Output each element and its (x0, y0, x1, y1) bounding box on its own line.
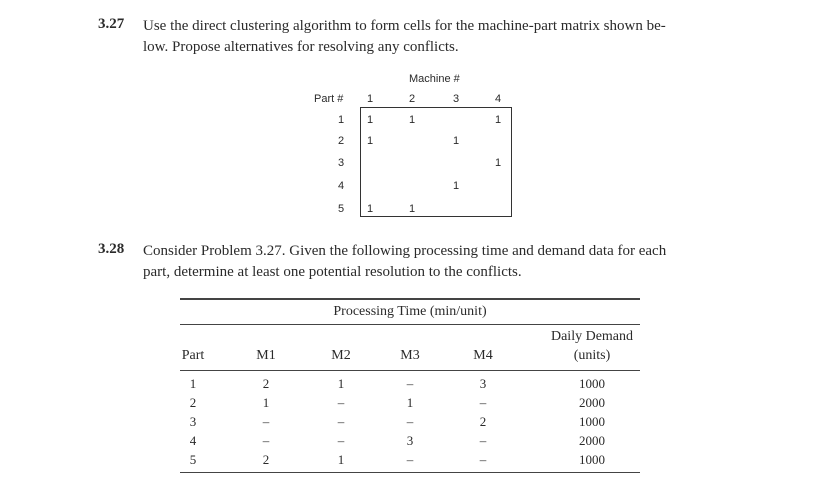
table-cell: 1 (337, 376, 345, 391)
table-cell: – (479, 395, 487, 410)
matrix-cell: 1 (408, 114, 416, 126)
machine-label: 4 (494, 93, 502, 105)
problem-3-27-line-1: Use the direct clustering algorithm to form cells for the machine-part matrix shown be- (143, 18, 666, 34)
problem-3-28-line-2: part, determine at least one potential resolution to the conflicts. (143, 264, 522, 280)
demand-header-line-1: Daily Demand (550, 329, 634, 344)
demand-header-line-2: (units) (573, 348, 611, 363)
problem-3-27-line-2: low. Propose alternatives for resolving any conflicts. (143, 39, 459, 55)
machine-label: 1 (366, 93, 374, 105)
table-cell: 2 (262, 376, 270, 391)
table-mid-rule (180, 324, 640, 325)
matrix-cell: 1 (366, 135, 374, 147)
table-cell: – (406, 414, 414, 429)
table-cell: – (262, 433, 270, 448)
matrix-cell: 1 (408, 203, 416, 215)
table-bottom-rule (180, 472, 640, 473)
matrix-cell: 1 (452, 135, 460, 147)
column-header: Part (181, 348, 205, 363)
table-cell: 1000 (579, 376, 605, 391)
table-cell: 2000 (579, 433, 605, 448)
column-header: M1 (256, 348, 276, 363)
matrix-cell: 1 (366, 114, 374, 126)
table-cell: 1 (189, 376, 197, 391)
part-header: Part # (314, 93, 344, 105)
table-cell: 2000 (579, 395, 605, 410)
problem-number-3-28: 3.28 (98, 241, 125, 257)
table-cell: 1000 (579, 452, 605, 467)
part-label: 1 (337, 114, 345, 126)
table-header-rule (180, 370, 640, 371)
part-label: 2 (337, 135, 345, 147)
table-cell: 1 (406, 395, 414, 410)
table-cell: 2 (262, 452, 270, 467)
column-header: M3 (400, 348, 420, 363)
machine-header: Machine # (409, 73, 460, 85)
column-header: M4 (473, 348, 493, 363)
table-cell: – (262, 414, 270, 429)
part-label: 3 (337, 157, 345, 169)
part-label: 4 (337, 180, 345, 192)
table-cell: 1 (262, 395, 270, 410)
table-cell: 5 (189, 452, 197, 467)
table-group-header: Processing Time (min/unit) (333, 304, 487, 319)
table-cell: 1000 (579, 414, 605, 429)
problem-3-28-line-1: Consider Problem 3.27. Given the following processing time and demand data for each (143, 243, 667, 259)
table-cell: – (406, 376, 414, 391)
table-cell: – (337, 395, 345, 410)
table-cell: 3 (189, 414, 197, 429)
machine-label: 2 (408, 93, 416, 105)
table-cell: 3 (479, 376, 487, 391)
part-label: 5 (337, 203, 345, 215)
table-cell: – (406, 452, 414, 467)
table-cell: 4 (189, 433, 197, 448)
table-cell: 1 (337, 452, 345, 467)
table-cell: 2 (479, 414, 487, 429)
matrix-cell: 1 (494, 114, 502, 126)
table-cell: – (337, 433, 345, 448)
problem-number-3-27: 3.27 (98, 16, 125, 32)
table-cell: 2 (189, 395, 197, 410)
table-cell: – (337, 414, 345, 429)
matrix-cell: 1 (452, 180, 460, 192)
matrix-box (360, 107, 512, 217)
machine-label: 3 (452, 93, 460, 105)
matrix-cell: 1 (494, 157, 502, 169)
matrix-cell: 1 (366, 203, 374, 215)
table-cell: – (479, 433, 487, 448)
table-top-rule (180, 298, 640, 300)
table-cell: – (479, 452, 487, 467)
table-cell: 3 (406, 433, 414, 448)
column-header: M2 (331, 348, 351, 363)
